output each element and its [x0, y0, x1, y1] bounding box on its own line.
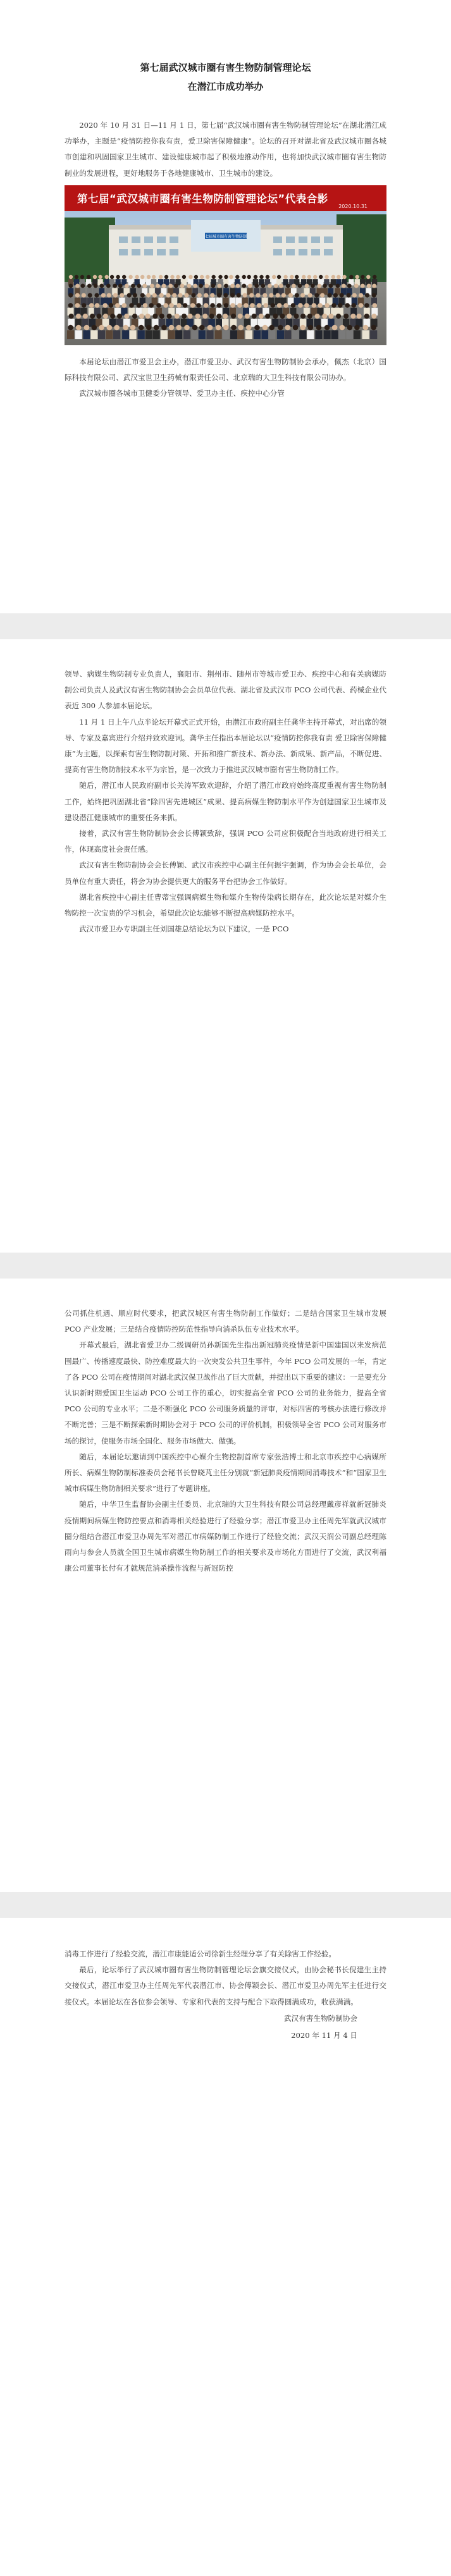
- paragraph-summary-part1: 武汉市爱卫办专职副主任刘国雄总结论坛为以下建议，一是 PCO: [79, 924, 289, 934]
- paragraph-summary-part2: 公司抓住机遇、顺应时代要求，把武汉城区有害生物防制工作做好；二是结合国家卫生城市发展 PCO 产业发展；三是结合疫情防控防范性指导向消杀队伍专业技术水平。: [65, 1309, 386, 1334]
- title-line-1: 第七届武汉城市圈有害生物防制管理论坛: [140, 62, 311, 73]
- paragraph-experience-part1: 随后，中华卫生监督协会副主任委员、北京瑞的大卫生科技有限公司总经理戴彦祥就新冠肺炎疫情期间病媒生物防控要点和消毒相关经验进行了经验分享；潜江市爱卫办主任周先军就武汉城市圈分组结合潜江市爱卫办周先军对潜江市病媒防制工作进行了经验交流；武汉天润公司副总经理陈雨向与参会人员就全国卫生城市病媒生物防制工作的相关要求及市场化方面进行了交流，武汉利福康公司董事长付有才就规范消杀操作流程与新冠防控: [65, 1500, 386, 1573]
- document-page-4: [0, 1918, 451, 2576]
- paragraph-lectures: 随后，本届论坛邀请到中国疾控中心媒介生物控制首席专家张浩博士和北京市疾控中心病媒所所长、病媒生物防制标准委员会秘书长曾晓芃主任分别就“新冠肺炎疫情期间消毒技术”和“国家卫生城市病媒生物防制相关要求”进行了专题讲座。: [65, 1452, 386, 1493]
- paragraph-opening: 11 月 1 日上午八点半论坛开幕式正式开始，由潜江市政府副主任龚华主持开幕式，对出席的领导、专家及嘉宾进行介绍并致欢迎词。龚华主任指出本届论坛以“疫情防控你我有责 爱卫除害保障健康”为主题，以探索有害生物防制对策、开拓和推广新技术、新办法、新成果、新产品，不断促进、提高有害生物防制技术水平为宗旨，是一次致力于推进武汉城市圈有害生物防制工作。: [65, 717, 386, 775]
- paragraph-experience-part2: 消毒工作进行了经验交流，潜江市康能适公司徐新生经理分享了有关除害工作经验。: [65, 1949, 336, 1958]
- paragraph-welcome: 随后，潜江市人民政府副市长关涛军致欢迎辞，介绍了潜江市政府始终高度重视有害生物防制工作，始终把巩固湖北省“除四害先进城区”成果、提高病媒生物防制水平作为创建国家卫生城市及建设潜江健康城市的重要任务来抓。: [65, 781, 386, 822]
- paragraph-intro: 2020 年 10 月 31 日—11 月 1 日，第七届“武汉城市圈有害生物防制管理论坛”在湖北潜江成功举办，主题是“疫情防控你我有责，爱卫除害保障健康”。论坛的召开对湖北省及武汉城市圈各城市创建和巩固国家卫生城市、建设健康城市起了积极地推动作用，也将加快武汉城市圈有害生物防制业的发展进程，更好地服务于各地健康城市、卫生城市的建设。: [65, 121, 386, 178]
- group-photo: [65, 211, 386, 345]
- photo-caption-banner: [65, 185, 386, 211]
- paragraph-closing: 最后，论坛举行了武汉城市圈有害生物防制管理论坛会旗交接仪式，由协会秘书长倪建生主持交接仪式，潜江市爱卫办主任周先军代表潜江市、协会傅颖会长、潜江市爱卫办周先军主任进行交接仪式。本届论坛在各位参会领导、专家和代表的支持与配合下取得圆满成功，收获满满。: [65, 1965, 386, 2006]
- document-page-3: [0, 1279, 451, 1892]
- paragraph-organizers: 本届论坛由潜江市爱卫会主办，潜江市爱卫办、武汉有害生物防制协会承办，佩杰（北京）国际科技有限公司、武汉宝世卫生药械有限责任公司、北京瑞的大卫生科技有限公司协办。: [65, 357, 386, 383]
- document-page-1: [0, 0, 451, 613]
- signature-date: 2020 年 11 月 4 日: [291, 2030, 357, 2040]
- paragraph-association-speech: 接着，武汉有害生物防制协会会长傅颖致辞，强调 PCO 公司应积极配合当地政府进行相关工作，体现高度社会责任感。: [65, 829, 386, 854]
- signature-block: [65, 2010, 386, 2044]
- paragraph-provincial-office: 开幕式最后，湖北省爱卫办二级调研员孙新国先生指出新冠肺炎疫情是新中国建国以来发病范围最广、传播速度最快、防控难度最大的一次突发公共卫生事件，今年 PCO 公司发展的一年，肯定了各 PCO 公司在疫情期间对湖北武汉保卫战作出了巨大贡献，并提出以下重要的建议：一是要充分认识新时期爱国卫生运动 PCO 公司工作的重心，切实提高全省 PCO 公司的业务能力，提高全省 PCO 公司的专业水平；二是不断强化 PCO 公司服务质量的评审，对标四害的考核办法进行修改并不断完善；三是不断探索新时期协会对于 PCO 公司的评价机制，积极领导全省 PCO 公司对服务市场的探讨，使服务市场全国化、服务市场做大、做强。: [65, 1340, 386, 1445]
- paragraph-cdc-speech: 武汉有害生物防制协会会长傅颖、武汉市疾控中心副主任何振宇强调，作为协会会长单位，会员单位有重大责任，将会为协会提供更大的服务平台把协会工作做好。: [65, 861, 386, 886]
- paragraph-provincial-cdc: 湖北省疾控中心副主任曹蒂宝强调病媒生物和媒介生物传染病长期存在，此次论坛是对媒介生物防控一次宝贵的学习机会，希望此次论坛能够不断提高病媒防控水平。: [65, 892, 386, 918]
- paragraph-attendees-part2: 领导、病媒生物防制专业负责人，襄阳市、荆州市、随州市等城市爱卫办、疾控中心和有关病媒防制公司负责人及武汉有害生物防制协会会员单位代表、湖北省及武汉市 PCO 公司代表、药械企业代表近 300 人参加本届论坛。: [65, 670, 386, 711]
- banner-title: 第七届“武汉城市圈有害生物防制管理论坛”代表合影: [77, 192, 328, 205]
- title-line-2: 在潜江市成功举办: [187, 81, 264, 92]
- paragraph-attendees-part1: 武汉城市圈各城市卫健委分管领导、爱卫办主任、疾控中心分管: [79, 389, 285, 398]
- group-photo-illustration: [65, 211, 386, 345]
- signature-org: 武汉有害生物防制协会: [284, 2013, 357, 2023]
- page-title: [65, 58, 386, 96]
- banner-date: 2020.10.31: [338, 203, 368, 209]
- document-page-2: [0, 639, 451, 1253]
- building-sign-text: 七届城市圈有害生物防制: [204, 234, 247, 239]
